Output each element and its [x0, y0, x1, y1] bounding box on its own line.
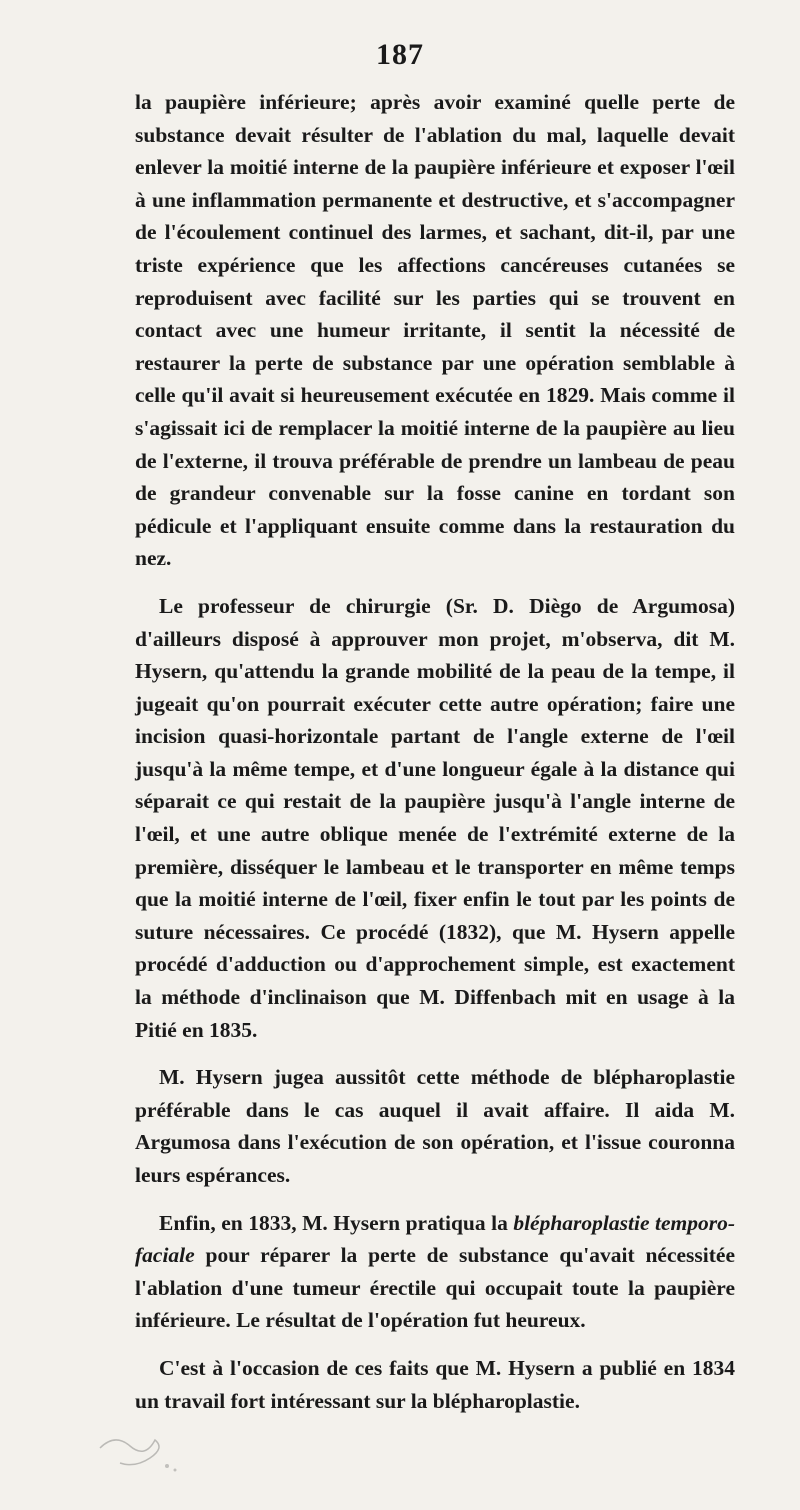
- paragraph-3: M. Hysern jugea aussitôt cette méthode de blépharoplastie préférable dans le cas auquel il avait affaire. Il aida M. Argumosa dans l'exécution de son opération, et l'issue couronna leurs espérances.: [135, 1065, 735, 1187]
- body-text: [135, 86, 735, 1432]
- paragraph-2: Le professeur de chirurgie (Sr. D. Diègo de Argumosa) d'ailleurs disposé à approuver mon projet, m'observa, dit M. Hysern, qu'attendu la grande mobilité de la peau de la tempe, il jugeait qu'on pourrait exécuter cette autre opération; faire une incision quasi-horizontale partant de l'angle externe de l'œil jusqu'à la même tempe, et d'une longueur égale à la distance qui séparait ce qui restait de la paupière jusqu'à l'angle interne de l'œil, et une autre oblique menée de l'extrémité externe de la première, disséquer le lambeau et le transporter en même temps que la moitié interne de l'œil, fixer enfin le tout par les points de suture nécessaires. Ce procédé (1832), que M. Hysern appelle procédé d'adduction ou d'approchement simple, est exactement la méthode d'inclinaison que M. Diffenbach mit en usage à la Pitié en 1835.: [135, 593, 735, 1042]
- ink-smudge: [95, 1418, 205, 1478]
- paragraph-4: [135, 1207, 735, 1337]
- paragraph-4-text-before: Enfin, en 1833, M. Hysern pratiqua la: [159, 1210, 514, 1235]
- paragraph-1: la paupière inférieure; après avoir examiné quelle perte de substance devait résulter de l'ablation du mal, laquelle devait enlever la moitié interne de la paupière inférieure et exposer l'œil à une inflammation permanente et destructive, et s'accompagner de l'écoulement continuel des larmes, et sachant, dit-il, par une triste expérience que les affections cancéreuses cutanées se reproduisent avec facilité sur les parties qui se trouvent en contact avec une humeur irritante, il sentit la nécessité de restaurer la perte de substance par une opération semblable à celle qu'il avait si heureusement exécutée en 1829. Mais comme il s'agissait ici de remplacer la moitié interne de la paupière au lieu de l'externe, il trouva préférable de prendre un lambeau de peau de grandeur convenable sur la fosse canine en tordant son pédicule et l'appliquant ensuite comme dans la restauration du nez.: [135, 90, 735, 571]
- paragraph-4-text-after: pour réparer la perte de substance qu'avait nécessitée l'ablation d'une tumeur érectile qui occupait toute la paupière inférieure. Le résultat de l'opération fut heureux.: [135, 1243, 735, 1333]
- paragraph-5: C'est à l'occasion de ces faits que M. Hysern a publié en 1834 un travail fort intéressant sur la blépharoplastie.: [135, 1355, 735, 1413]
- paragraph-4-italic-term: blépharoplastie temporo-faciale: [135, 1210, 735, 1268]
- page-number: 187: [376, 38, 424, 71]
